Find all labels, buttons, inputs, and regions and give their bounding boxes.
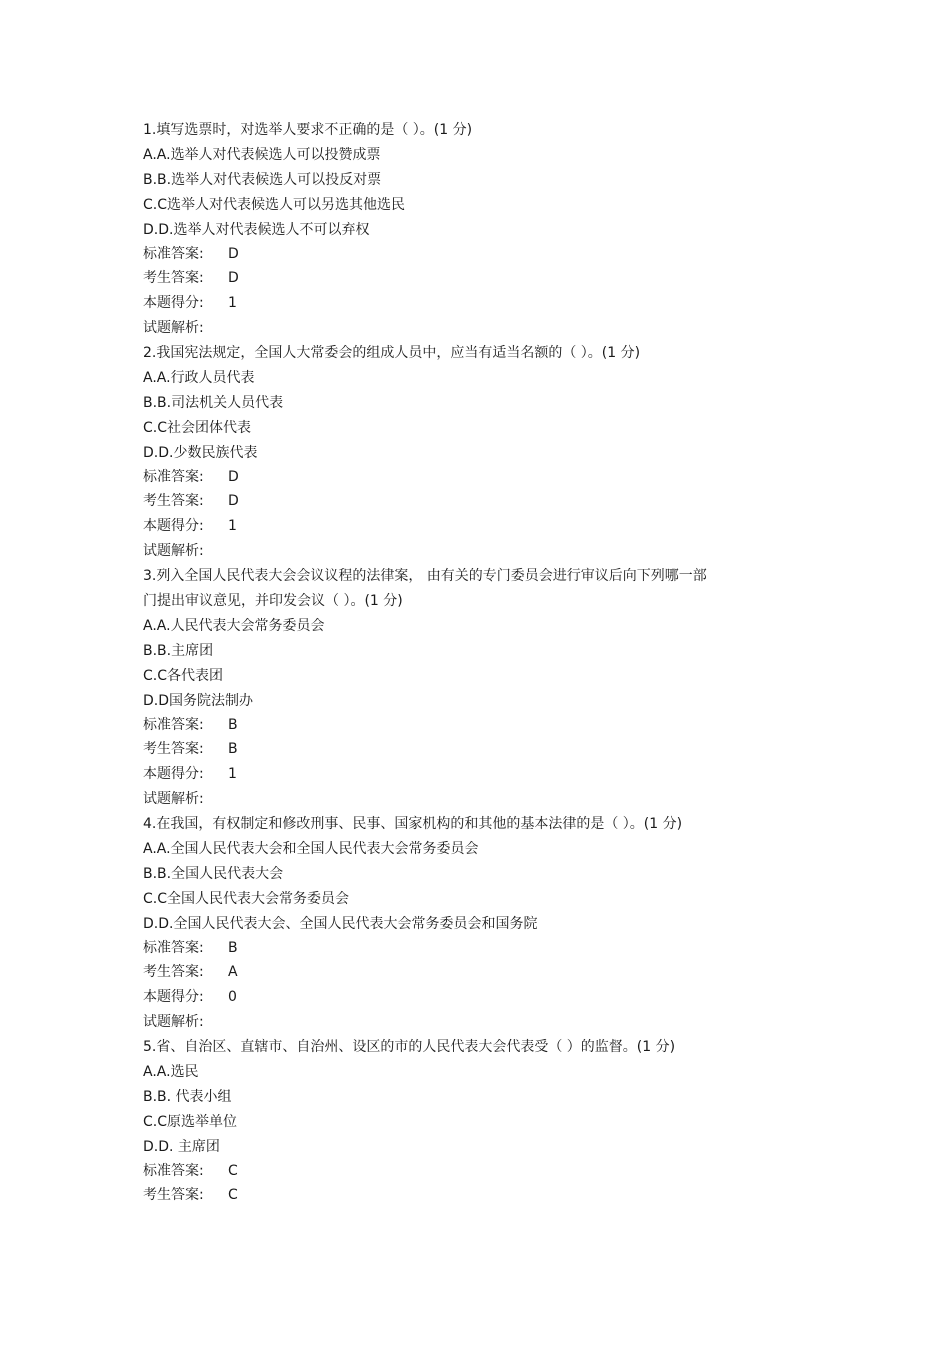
option-b: B.B.司法机关人员代表: [143, 395, 284, 411]
student-answer-value: C: [228, 1187, 238, 1203]
option-d: D.D.全国人民代表大会、全国人民代表大会常务委员会和国务院: [143, 916, 538, 932]
student-answer-label: 考生答案:: [143, 270, 204, 286]
score-value: 1: [228, 518, 237, 534]
analysis-label: 试题解析:: [143, 791, 204, 807]
standard-answer-row: [143, 243, 823, 266]
option-a: A.A.全国人民代表大会和全国人民代表大会常务委员会: [143, 841, 479, 857]
option-d: D.D.少数民族代表: [143, 445, 258, 461]
analysis-row: [143, 316, 823, 341]
option-c: C.C原选举单位: [143, 1114, 238, 1130]
standard-answer-value: B: [228, 717, 238, 733]
score-value: 0: [228, 989, 237, 1005]
score-row: [143, 514, 823, 539]
standard-answer-label: 标准答案:: [143, 469, 204, 485]
option-d: D.D. 主席团: [143, 1139, 220, 1155]
score-row: [143, 291, 823, 316]
question-title: 1.填写选票时，对选举人要求不正确的是（ ）。(1 分): [143, 122, 473, 138]
option-b: B.B.选举人对代表候选人可以投反对票: [143, 172, 382, 188]
question-1: [143, 118, 823, 341]
standard-answer-label: 标准答案:: [143, 717, 204, 733]
student-answer-value: B: [228, 741, 238, 757]
analysis-row: [143, 539, 823, 564]
option-b: B.B.主席团: [143, 643, 214, 659]
option-c: C.C各代表团: [143, 668, 224, 684]
question-title-line-2: 门提出审议意见，并印发会议（ ）。(1 分): [143, 593, 403, 609]
standard-answer-row: [143, 1160, 823, 1183]
option-c: C.C全国人民代表大会常务委员会: [143, 891, 350, 907]
standard-answer-label: 标准答案:: [143, 246, 204, 262]
analysis-label: 试题解析:: [143, 1014, 204, 1030]
score-value: 1: [228, 295, 237, 311]
question-title: 2.我国宪法规定，全国人大常委会的组成人员中，应当有适当名额的（ ）。(1 分): [143, 345, 641, 361]
option-d: D.D国务院法制办: [143, 693, 254, 709]
student-answer-row: [143, 737, 823, 762]
standard-answer-row: [143, 937, 823, 960]
score-row: [143, 985, 823, 1010]
analysis-label: 试题解析:: [143, 320, 204, 336]
question-2: [143, 341, 823, 564]
question-4: [143, 812, 823, 1035]
student-answer-label: 考生答案:: [143, 741, 204, 757]
option-b: B.B.全国人民代表大会: [143, 866, 284, 882]
standard-answer-row: [143, 466, 823, 489]
standard-answer-label: 标准答案:: [143, 940, 204, 956]
standard-answer-value: D: [228, 246, 239, 262]
student-answer-row: [143, 960, 823, 985]
student-answer-row: [143, 266, 823, 291]
student-answer-label: 考生答案:: [143, 964, 204, 980]
analysis-row: [143, 787, 823, 812]
option-b: B.B. 代表小组: [143, 1089, 232, 1105]
student-answer-value: D: [228, 493, 239, 509]
student-answer-row: [143, 1183, 823, 1208]
option-a: A.A.选民: [143, 1064, 199, 1080]
option-a: A.A.人民代表大会常务委员会: [143, 618, 325, 634]
analysis-label: 试题解析:: [143, 543, 204, 559]
question-title: [143, 564, 823, 614]
student-answer-value: A: [228, 964, 238, 980]
score-row: [143, 762, 823, 787]
standard-answer-value: D: [228, 469, 239, 485]
standard-answer-row: [143, 714, 823, 737]
question-list: [143, 118, 823, 1208]
option-c: C.C社会团体代表: [143, 420, 252, 436]
option-a: A.A.选举人对代表候选人可以投赞成票: [143, 147, 381, 163]
score-label: 本题得分:: [143, 295, 204, 311]
question-title-line-1: 3.列入全国人民代表大会会议议程的法律案， 由有关的专门委员会进行审议后向下列哪一部: [143, 568, 707, 584]
score-label: 本题得分:: [143, 766, 204, 782]
student-answer-row: [143, 489, 823, 514]
student-answer-value: D: [228, 270, 239, 286]
option-a: A.A.行政人员代表: [143, 370, 255, 386]
option-d: D.D.选举人对代表候选人不可以弃权: [143, 222, 370, 238]
standard-answer-value: C: [228, 1163, 238, 1179]
question-5: [143, 1035, 823, 1208]
student-answer-label: 考生答案:: [143, 1187, 204, 1203]
question-title: 5.省、自治区、直辖市、自治州、设区的市的人民代表大会代表受（ ）的监督。(1 分): [143, 1039, 676, 1055]
question-title: 4.在我国，有权制定和修改刑事、民事、国家机构的和其他的基本法律的是（ ）。(1 分): [143, 816, 683, 832]
analysis-row: [143, 1010, 823, 1035]
standard-answer-value: B: [228, 940, 238, 956]
student-answer-label: 考生答案:: [143, 493, 204, 509]
question-3: [143, 564, 823, 812]
score-value: 1: [228, 766, 237, 782]
score-label: 本题得分:: [143, 518, 204, 534]
standard-answer-label: 标准答案:: [143, 1163, 204, 1179]
option-c: C.C选举人对代表候选人可以另选其他选民: [143, 197, 405, 213]
score-label: 本题得分:: [143, 989, 204, 1005]
